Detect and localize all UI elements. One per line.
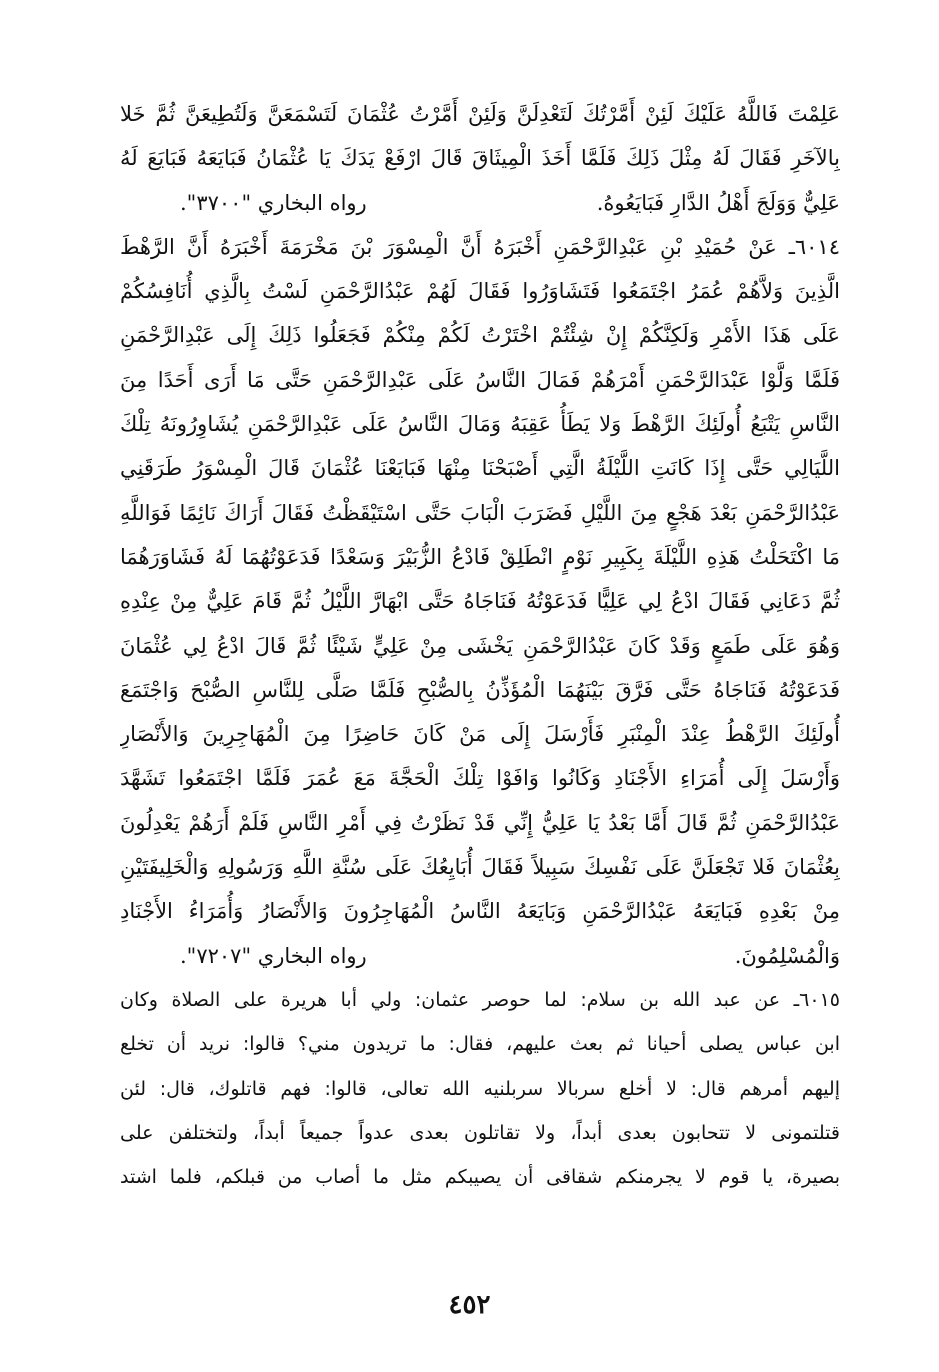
text-line: إليهم أمرهم قال: لا أخلع سربالا سربلنيه الله تعالى، قالوا: فهم قاتلوك، قال: لئن	[120, 1077, 840, 1100]
hadith-6013-tail	[120, 92, 840, 225]
page-number: ٤٥٢	[448, 1290, 491, 1320]
hadith-source: رواه البخاري "٣٧٠٠".	[180, 190, 367, 215]
text-line: عَبْدُالرَّحْمَنِ بَعْدَ هَجْعٍ مِنَ اللَّيْلِ فَضَرَبَ الْبَابَ حَتَّى اسْتَيْقَظْتُ فَقَالَ أَرَاكَ نَائِمًا فَوَاللَّهِ	[120, 500, 840, 525]
text-line: عَبْدُالرَّحْمَنِ ثُمَّ قَالَ أَمَّا بَعْدُ يَا عَلِيُّ إِنِّي قَدْ نَظَرْتُ فِي أَمْرِ النَّاسِ فَلَمْ أَرَهُمْ يَعْدِلُونَ	[120, 810, 840, 835]
text-line: أُولَئِكَ الرَّهْطُ عِنْدَ الْمِنْبَرِ فَأَرْسَلَ إِلَى مَنْ كَانَ حَاضِرًا مِنَ الْمُهَاجِرِينَ وَالأَنْصَارِ	[120, 722, 840, 747]
text-line: بِالآخَرِ فَقَالَ لَهُ مِثْلَ ذَلِكَ فَلَمَّا أَخَذَ الْمِيثَاقَ قَالَ ارْفَعْ يَدَكَ يَا عُثْمَانُ فَبَايَعَهُ فَبَايَعَ لَهُ	[120, 146, 840, 171]
text-line: مَا اكْتَحَلْتُ هَذِهِ اللَّيْلَةَ بِكَبِيرِ نَوْمٍ انْطَلِقْ فَادْعُ الزُّبَيْرَ وَسَعْدًا فَدَعَوْتُهُمَا لَهُ فَشَاوَرَهُمَا	[120, 544, 840, 569]
text-line: بصيرة، يا قوم لا يجرمنكم شقاقى أن يصيبكم مثل ما أصاب من قبلكم، فلما اشتد	[120, 1166, 840, 1189]
text-line: فَلَمَّا وَلَّوْا عَبْدَالرَّحْمَنِ أَمْرَهُمْ فَمَالَ النَّاسُ عَلَى عَبْدِالرَّحْمَنِ حَتَّى مَا أَرَى أَحَدًا مِنَ	[120, 367, 840, 392]
text-line: الَّذِينَ وَلاَّهُمْ عُمَرُ اجْتَمَعُوا فَتَشَاوَرُوا فَقَالَ لَهُمْ عَبْدُالرَّحْمَنِ لَسْتُ بِالَّذِي أُنَافِسُكُمْ	[120, 279, 840, 304]
book-page	[120, 92, 840, 1199]
text-line: ٦٠١٥ـ عن عبد الله بن سلام: لما حوصر عثمان: ولي أبا هريرة على الصلاة وكان	[120, 988, 840, 1011]
text-line: النَّاسِ يَتْبَعُ أُولَئِكَ الرَّهْطَ وَلا يَطَأُ عَقِبَهُ وَمَالَ النَّاسُ عَلَى عَبْدِالرَّحْمَنِ يُشَاوِرُونَهُ تِلْكَ	[120, 412, 840, 437]
text-line: ثُمَّ دَعَانِي فَقَالَ ادْعُ لِي عَلِيًّا فَدَعَوْتُهُ فَنَاجَاهُ حَتَّى ابْهَارَّ اللَّيْلُ ثُمَّ قَامَ عَلِيٌّ مِنْ عِنْدِهِ	[120, 589, 840, 614]
text-line: عَلِمْتَ فَاللَّهُ عَلَيْكَ لَئِنْ أَمَّرْتُكَ لَتَعْدِلَنَّ وَلَئِنْ أَمَّرْتُ عُثْمَانَ لَتَسْمَعَنَّ وَلَتُطِيعَنَّ ثُمَّ خَلا	[120, 102, 840, 126]
text-line: بِعُثْمَانَ فَلا تَجْعَلَنَّ عَلَى نَفْسِكَ سَبِيلاً فَقَالَ أُبَايِعُكَ عَلَى سُنَّةِ اللَّهِ وَرَسُولِهِ وَالْخَلِيفَتَيْنِ	[120, 855, 840, 880]
source-line	[120, 181, 840, 225]
text-line: فَدَعَوْتُهُ فَنَاجَاهُ حَتَّى فَرَّقَ بَيْنَهُمَا الْمُؤَذِّنُ بِالصُّبْحِ فَلَمَّا صَلَّى لِلنَّاسِ الصُّبْحَ وَاجْتَمَعَ	[120, 677, 840, 702]
hadith-source: رواه البخاري "٧٢٠٧".	[180, 943, 367, 968]
text-line: ابن عباس يصلى أحيانا ثم بعث عليهم، فقال: ما تريدون مني؟ قالوا: نريد أن تخلع	[120, 1033, 840, 1056]
source-line	[120, 934, 840, 978]
text-line: قتلتمونى لا تتحابون بعدى أبداً، ولا تقاتلون بعدى عدواً جميعاً أبداً، ولتختلفن على	[120, 1121, 840, 1144]
text-line: ٦٠١٤ـ عَنْ حُمَيْدِ بْنِ عَبْدِالرَّحْمَنِ أَخْبَرَهُ أَنَّ الْمِسْوَرَ بْنَ مَخْرَمَةَ أَخْبَرَهُ أَنَّ الرَّهْطَ	[120, 234, 840, 259]
hadith-6014	[120, 225, 840, 978]
text-line: اللَّيَالِي حَتَّى إِذَا كَانَتِ اللَّيْلَةُ الَّتِي أَصْبَحْنَا مِنْهَا فَبَايَعْنَا عُثْمَانَ قَالَ الْمِسْوَرُ طَرَقَنِي	[120, 456, 840, 481]
text-line: مِنْ بَعْدِهِ فَبَايَعَهُ عَبْدُالرَّحْمَنِ وَبَايَعَهُ النَّاسُ الْمُهَاجِرُونَ وَالأَنْصَارُ وَأُمَرَاءُ الأَجْنَادِ	[120, 899, 840, 924]
hadith-6015	[120, 978, 840, 1199]
closing-text: وَالْمُسْلِمُونَ.	[734, 943, 840, 968]
closing-text: عَلِيٌّ وَوَلَجَ أَهْلُ الدَّارِ فَبَايَعُوهُ.	[596, 190, 840, 215]
text-line: عَلَى هَذَا الأَمْرِ وَلَكِنَّكُمْ إِنْ شِئْتُمْ اخْتَرْتُ لَكُمْ مِنْكُمْ فَجَعَلُوا ذَلِكَ إِلَى عَبْدِالرَّحْمَنِ	[120, 323, 840, 348]
text-line: وَهُوَ عَلَى طَمَعٍ وَقَدْ كَانَ عَبْدُالرَّحْمَنِ يَخْشَى مِنْ عَلِيٍّ شَيْئًا ثُمَّ قَالَ ادْعُ لِي عُثْمَانَ	[120, 633, 840, 658]
text-line: وَأَرْسَلَ إِلَى أُمَرَاءِ الأَجْنَادِ وَكَانُوا وَافَوْا تِلْكَ الْحَجَّةَ مَعَ عُمَرَ فَلَمَّا اجْتَمَعُوا تَشَهَّدَ	[120, 766, 840, 791]
